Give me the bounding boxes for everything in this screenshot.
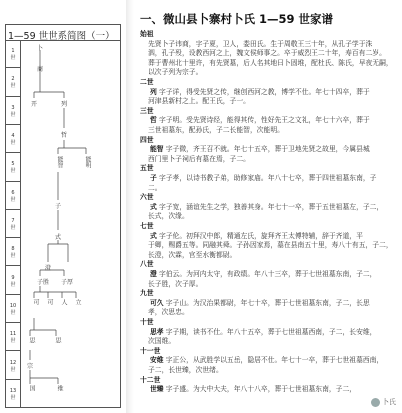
wechat-icon <box>371 398 380 407</box>
line-text: 字子盛。为大中大夫，年八十八卒，葬于七世祖墓东南，子二， <box>165 385 357 394</box>
line-text: 字子孝，以诗书教子弟，助修家庙。年八十七卒，葬于四世祖墓东南，子 <box>158 174 377 182</box>
chart-name-gen9a: 子胜 <box>37 279 50 286</box>
document-title: 一、微山县卜寨村卜氏 1—59 世家谱 <box>140 12 334 26</box>
watermark <box>371 397 396 407</box>
person-name: 哲 <box>150 116 157 125</box>
line-text: 三世祖墓东，配孙氏，子二长能智，次能明。 <box>148 126 284 134</box>
genealogy-line <box>148 126 284 134</box>
line-text: 葬于曹州北十里许，有先贤墓，后人名其地曰卜固堆，配杜氏、陈氏，早夜无嗣， <box>148 58 393 67</box>
line-text: 字子微，齐王召不就。年七十五卒，葬于卫地先贤之故里，今属县城 <box>165 145 370 154</box>
genealogy-line <box>148 337 175 345</box>
line-text: 泗，孔子殁，设教西河之上，魏文侯师事之。卒于威烈王二十年，寿百有二岁。 <box>148 49 386 58</box>
genealogy-line <box>140 30 154 38</box>
chart-name-gen10a: 可 <box>32 299 39 305</box>
genealogy-line <box>150 174 376 182</box>
genealogy-line <box>140 289 154 297</box>
chart-name-gen4: 哲 <box>61 132 68 139</box>
generation-cell: 12 世 <box>5 351 21 379</box>
page-gutter <box>126 0 134 413</box>
genealogy-line <box>140 136 154 144</box>
line-text: 西门里卜子祠后有墓在焉，子二。 <box>148 154 250 163</box>
line-text: 字伯云。为河内太守，有政绩。年八十三卒，葬于七世祖墓东南，子二， <box>158 270 377 278</box>
generation-cell: 1 世 <box>5 40 21 68</box>
generation-heading: 二世 <box>140 78 154 86</box>
line-text: 字子宽，涵谊先生之学，独善其身。年七十一卒，葬于五世祖墓左，子二， <box>158 202 384 211</box>
generation-heading: 七世 <box>140 222 154 230</box>
person-name: 式 <box>150 231 157 240</box>
lineage-chart-title: 1—59 世世系简图（一） <box>8 31 115 42</box>
chart-name-gen11b: 思 <box>54 337 61 343</box>
line-text: 以次子列为宗子。 <box>148 68 203 77</box>
genealogy-line <box>150 145 370 153</box>
line-text: 二。 <box>148 183 162 192</box>
generation-heading: 四世 <box>140 135 154 144</box>
line-text: 字子明。受先贤诗经，能得其传，性好先王之文礼，年七十六卒，葬于 <box>158 116 370 125</box>
generation-cell: 13 世 <box>5 380 21 408</box>
chart-name-gen6: 子 <box>55 203 62 210</box>
line-text: 子二，长世臻，次世绪。 <box>148 366 223 374</box>
genealogy-line <box>148 97 250 105</box>
generation-heading: 八世 <box>140 260 154 269</box>
chart-name-gen10b: 可 <box>46 299 53 305</box>
genealogy-line <box>140 222 154 230</box>
chart-name-gen9b: 子厚 <box>61 279 74 286</box>
chart-name-gen3a: 开 <box>31 101 38 108</box>
person-name: 子 <box>150 174 157 182</box>
line-text: 次国维。 <box>148 337 176 346</box>
line-text: 河津县新村之上。配王氏，子一。 <box>148 97 250 106</box>
lineage-tree-lines <box>0 0 126 413</box>
chart-name-gen13a: 国 <box>28 385 35 391</box>
person-name: 式 <box>150 202 157 211</box>
generation-cell: 7 世 <box>5 210 21 238</box>
line-text: 字子伦。初拜汉中郎，精通左氏，旋拜齐王太傅特辅，辞于齐道，平 <box>158 231 363 240</box>
chart-name-gen10d: 立 <box>74 299 81 305</box>
generation-heading: 十一世 <box>140 346 161 355</box>
generation-heading: 六世 <box>140 193 154 202</box>
genealogy-line <box>140 318 154 326</box>
genealogy-line <box>140 193 154 201</box>
genealogy-line <box>150 328 376 336</box>
watermark-text: 卜氏 <box>382 398 396 406</box>
person-name: 可久 <box>150 298 164 307</box>
generation-cell: 5 世 <box>5 153 21 181</box>
person-name: 列 <box>150 87 157 96</box>
genealogy-line <box>150 88 370 96</box>
line-text: 字子期，读书不仕。年八十五卒，葬于七世祖墓西南，子二，长安维， <box>165 327 377 336</box>
generation-cell: 11 世 <box>5 323 21 351</box>
genealogy-line <box>148 59 393 67</box>
generation-heading: 始祖 <box>140 30 154 38</box>
genealogy-line <box>148 251 236 259</box>
genealogy-line <box>148 308 189 316</box>
generation-heading: 九世 <box>140 289 154 298</box>
chart-name-gen2: 商 <box>37 66 44 73</box>
generation-cell: 3 世 <box>5 97 21 125</box>
person-name: 能智 <box>150 145 164 154</box>
chart-name-gen5b: 能明 <box>84 156 91 168</box>
person-name: 澄 <box>150 270 157 278</box>
genealogy-line <box>148 184 162 192</box>
chart-name-gen1: 卜 <box>37 45 44 52</box>
genealogy-line <box>140 78 154 86</box>
lineage-chart-panel <box>0 0 130 413</box>
line-text: 字正公，从武胜学以五岳，隐居不仕。年七十一卒，葬于七世祖墓西南， <box>165 356 384 365</box>
generation-cell: 2 世 <box>5 68 21 96</box>
line-text: 先贤卜子讳商，字子夏，卫人，娄田氏。生于周敬王三十年，从孔子学于洙 <box>148 39 373 48</box>
genealogy-line <box>140 260 154 268</box>
generation-cell: 10 世 <box>5 295 21 323</box>
genealogy-line <box>150 203 383 211</box>
person-name: 安维 <box>150 356 164 365</box>
person-name: 世臻 <box>150 385 164 394</box>
line-text: 长子胜，次子厚。 <box>148 279 203 288</box>
genealogy-line <box>140 164 154 172</box>
generation-cell: 9 世 <box>5 266 21 294</box>
genealogy-line <box>148 212 189 220</box>
genealogy-line <box>150 299 370 307</box>
person-name: 思孝 <box>150 327 164 336</box>
generation-heading: 十二世 <box>140 375 161 384</box>
line-text: 孝，次思忠。 <box>148 308 189 317</box>
generation-cell: 8 世 <box>5 238 21 266</box>
chart-name-gen11a: 思 <box>28 337 35 343</box>
genealogy-line <box>148 40 372 48</box>
genealogy-line <box>148 155 250 163</box>
line-text: 于卿，赐爵五等。同融其舜。子孙因家焉，墓在县南五十里，寿八十有五，子二， <box>148 241 393 250</box>
chart-name-gen5a: 能智 <box>56 156 63 168</box>
line-text: 字子山。为汉治果都尉，年七十卒，葬于七世祖墓东南，子二，长思 <box>165 298 370 307</box>
genealogy-line <box>148 366 223 374</box>
genealogy-line <box>148 241 393 249</box>
line-text: 字子详，得受先贤之传，继创西河之教，博学不仕。年七十四卒，葬于 <box>158 87 370 96</box>
line-text: 长式，次缘。 <box>148 212 189 221</box>
genealogy-line <box>150 356 383 364</box>
genealogy-line <box>148 280 202 288</box>
genealogy-text-panel <box>134 0 402 413</box>
genealogy-line <box>150 385 356 393</box>
genealogy-line <box>150 270 376 278</box>
chart-name-gen7: 式 <box>55 234 62 241</box>
line-text: 长澄，次霖，官至水衡都尉。 <box>148 250 237 259</box>
genealogy-line <box>150 116 370 124</box>
genealogy-line <box>148 68 202 76</box>
chart-name-gen13b: 维 <box>56 385 63 391</box>
generation-heading: 三世 <box>140 106 154 115</box>
chart-name-gen12: 宗 <box>27 363 34 370</box>
generation-cell: 6 世 <box>5 182 21 210</box>
genealogy-line <box>140 107 154 115</box>
chart-name-gen8a: 澄 <box>45 265 52 272</box>
generation-cell: 4 世 <box>5 125 21 153</box>
generation-heading: 五世 <box>140 164 154 173</box>
genealogy-line <box>140 376 160 384</box>
generation-heading: 十世 <box>140 318 154 326</box>
genealogy-line <box>140 347 160 355</box>
genealogy-line <box>148 49 386 57</box>
chart-name-gen3b: 列 <box>61 101 68 108</box>
genealogy-line <box>150 232 363 240</box>
chart-name-gen10c: 人 <box>60 299 67 305</box>
